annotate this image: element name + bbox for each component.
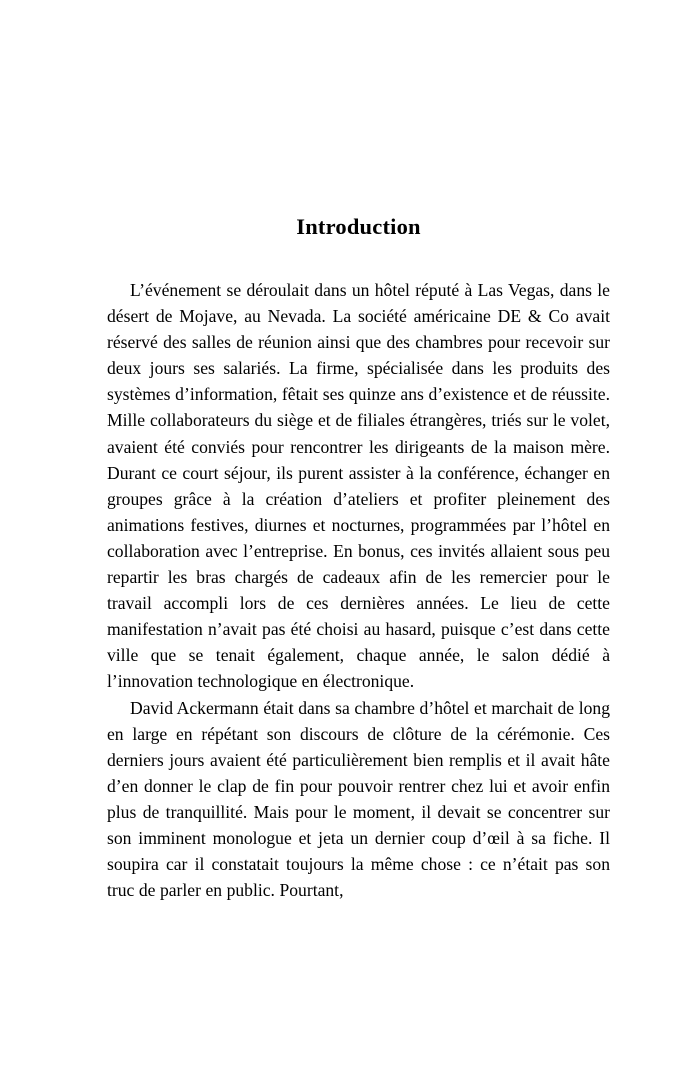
body-text-block <box>107 240 610 903</box>
page-content <box>107 0 610 903</box>
paragraph: L’événement se déroulait dans un hôtel réputé à Las Vegas, dans le désert de Mojave, au Nevada. La société américaine DE & Co avait réservé des salles de réunion ainsi que des chambres pour recevoir sur deux jours ses salariés. La firme, spécialisée dans les produits des systèmes d’information, fêtait ses quinze ans d’existence et de réussite. Mille collaborateurs du siège et de filiales étrangères, triés sur le volet, avaient été conviés pour rencontrer les dirigeants de la maison mère. Durant ce court séjour, ils purent assister à la conférence, échanger en groupes grâce à la création d’ateliers et profiter pleinement des animations festives, diurnes et nocturnes, programmées par l’hôtel en collaboration avec l’entreprise. En bonus, ces invités allaient sous peu repartir les bras chargés de cadeaux afin de les remercier pour le travail accompli lors de ces dernières années. Le lieu de cette manifestation n’avait pas été choisi au hasard, puisque c’est dans cette ville que se tenait également, chaque année, le salon dédié à l’innovation technologique en électronique. <box>107 280 610 692</box>
page-title: Introduction <box>296 214 421 239</box>
paragraph: David Ackermann était dans sa chambre d’hôtel et marchait de long en large en répétant son discours de clôture de la cérémonie. Ces derniers jours avaient été particulièrement bien remplis et il avait hâte d’en donner le clap de fin pour pouvoir rentrer chez lui et avoir enfin plus de tranquillité. Mais pour le moment, il devait se concentrer sur son imminent monologue et jeta un dernier coup d’œil à sa fiche. Il soupira car il constatait toujours la même chose : ce n’était pas son truc de parler en public. Pourtant, <box>107 697 610 901</box>
